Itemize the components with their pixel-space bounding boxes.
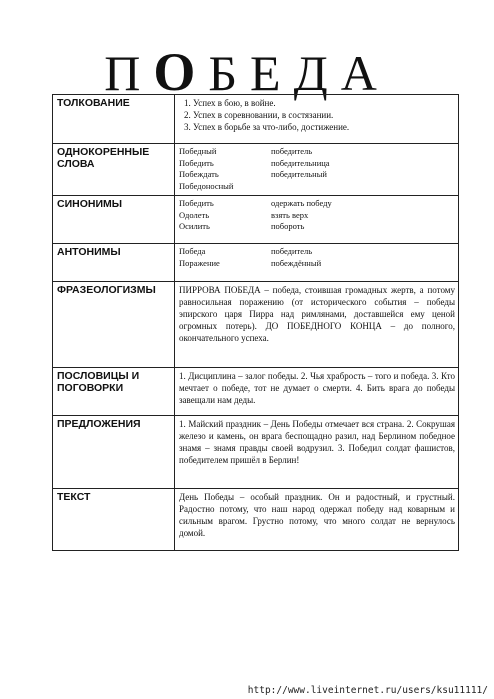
word-left: Победоносный — [179, 180, 234, 191]
word-left: Победить — [179, 157, 214, 168]
word-pair — [179, 198, 455, 210]
row-content: 1. Дисциплина – залог победы. 2. Чья храбрость – того и победа. 3. Кто мечтает о победе, тот не думает о смерти. 4. Бить врага до победы завещали нам деды. — [175, 368, 459, 416]
word-right: победитель — [271, 246, 313, 256]
word-pair — [179, 221, 455, 233]
word-pair — [179, 258, 455, 270]
word-left: Победный — [179, 146, 217, 156]
list-item: 1. Успех в бою, в войне. — [193, 97, 455, 109]
row-predlozheniya — [53, 416, 459, 489]
word-pair — [179, 181, 455, 193]
row-heading: ТОЛКОВАНИЕ — [53, 95, 175, 144]
word-left: Одолеть — [179, 209, 210, 220]
title-rest: БЕДА — [208, 45, 390, 101]
row-heading: ФРАЗЕОЛОГИЗМЫ — [53, 282, 175, 368]
row-sinonimy — [53, 196, 459, 244]
word-right: побеждённый — [271, 257, 322, 268]
vocabulary-table — [52, 94, 459, 551]
list-item: 2. Успех в соревновании, в состязании. — [193, 109, 455, 121]
row-content: 1. Майский праздник – День Победы отмечает вся страна. 2. Сокрушая железо и камень, он врага беспощадно разил, над Берлином победное знамя – знамя правды своей водрузил. 3. Победил солдат фашистов, победителем пришёл в Берлин! — [175, 416, 459, 489]
title-big-letter: О — [153, 42, 209, 102]
row-content — [175, 244, 459, 282]
row-content — [175, 144, 459, 196]
row-heading: АНТОНИМЫ — [53, 244, 175, 282]
row-content — [175, 95, 459, 144]
word-right: взять верх — [271, 209, 309, 220]
row-antonimy — [53, 244, 459, 282]
title-first-letter: П — [104, 45, 154, 101]
word-right: победительница — [271, 157, 330, 168]
word-left: Осилить — [179, 221, 210, 231]
word-left: Побеждать — [179, 169, 219, 179]
row-content: День Победы – особый праздник. Он и радостный, и грустный. Радостно потому, что наш народ одержал победу над коварным и сильным врагом. Грустно потому, что много солдат не вернулось домой. — [175, 489, 459, 551]
word-left: Поражение — [179, 257, 220, 268]
row-heading: ТЕКСТ — [53, 489, 175, 551]
word-right: побороть — [271, 221, 305, 231]
row-heading: ПРЕДЛОЖЕНИЯ — [53, 416, 175, 489]
source-url: http://www.liveinternet.ru/users/ksu11111/ — [247, 685, 488, 696]
word-pair — [179, 169, 455, 181]
row-content: ПИРРОВА ПОБЕДА – победа, стоившая громадных жертв, а потому равносильная поражению (от исторического события – победы эпирского царя Пирра над римлянами, доставшейся ему ценой огромных потерь). ДО ПОБЕДНОГО КОНЦА – до полного, окончательного успеха. — [175, 282, 459, 368]
word-pair — [179, 246, 455, 258]
row-heading: СИНОНИМЫ — [53, 196, 175, 244]
word-right: победитель — [271, 146, 313, 156]
row-tolkovanie — [53, 95, 459, 144]
word-pair — [179, 210, 455, 222]
row-content — [175, 196, 459, 244]
row-odnokorennye — [53, 144, 459, 196]
list-item: 3. Успех в борьбе за что-либо, достижение. — [193, 121, 455, 133]
row-poslovicy — [53, 368, 459, 416]
word-right: победительный — [271, 169, 327, 179]
row-heading: ПОСЛОВИЦЫ И ПОГОВОРКИ — [53, 368, 175, 416]
word-left: Победа — [179, 246, 206, 256]
row-heading: ОДНОКОРЕННЫЕ СЛОВА — [53, 144, 175, 196]
row-tekst — [53, 489, 459, 551]
page-title — [0, 44, 494, 101]
row-frazeologizmy — [53, 282, 459, 368]
word-right: одержать победу — [271, 198, 332, 208]
word-pair — [179, 158, 455, 170]
definition-list — [179, 97, 455, 133]
word-left: Победить — [179, 198, 214, 208]
word-pair — [179, 146, 455, 158]
